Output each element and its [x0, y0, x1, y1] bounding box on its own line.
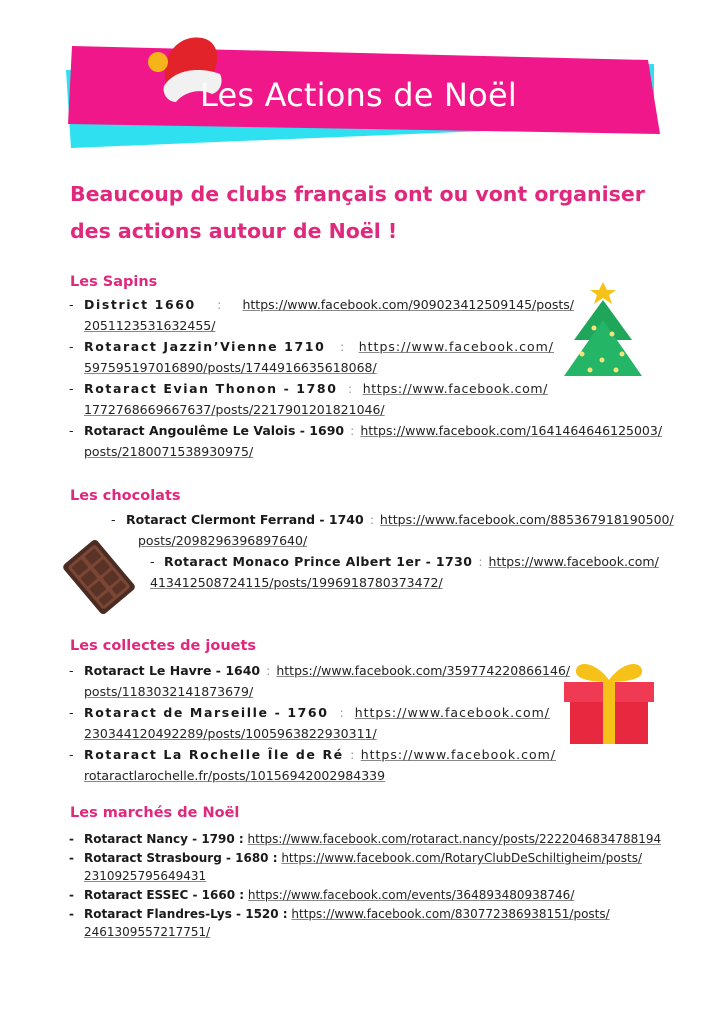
- intro-line-1: Beaucoup de clubs français ont ou vont organiser: [70, 182, 645, 206]
- facebook-link[interactable]: https://www.facebook.com/: [354, 705, 550, 720]
- club-name: Rotaract Le Havre - 1640: [84, 663, 261, 678]
- separator: :: [350, 747, 355, 762]
- facebook-link-continued[interactable]: 413412508724115/posts/1996918780373472/: [150, 575, 443, 590]
- facebook-link-continued[interactable]: 2310925795649431: [84, 869, 207, 883]
- section-title-marches: Les marchés de Noël: [70, 805, 240, 821]
- title-banner: [0, 0, 724, 160]
- bullet-dash: -: [69, 297, 74, 312]
- club-name: Rotaract de Marseille - 1760: [84, 705, 329, 720]
- bullet-dash: -: [69, 339, 74, 354]
- facebook-link[interactable]: https://www.facebook.com/: [488, 554, 659, 569]
- list-item: [69, 420, 663, 462]
- list-item: [69, 702, 550, 744]
- chocolate-bar-icon: [58, 536, 140, 618]
- intro-line-2: des actions autour de Noël !: [70, 219, 398, 243]
- list-item: [69, 294, 574, 336]
- facebook-link[interactable]: https://www.facebook.com/1641464646125003/: [360, 423, 663, 438]
- club-name: Rotaract Strasbourg - 1680 :: [84, 851, 278, 865]
- list-item: [69, 849, 654, 885]
- christmas-tree-icon: [560, 276, 646, 380]
- facebook-link[interactable]: https://www.facebook.com/RotaryClubDeSchiltigheim/posts/: [281, 851, 642, 865]
- club-name: Rotaract Clermont Ferrand - 1740: [126, 512, 364, 527]
- section-title-chocolats: Les chocolats: [70, 488, 181, 504]
- facebook-link-continued[interactable]: posts/2180071538930975/: [84, 444, 254, 459]
- separator: :: [339, 339, 345, 354]
- facebook-link-continued[interactable]: 2051123531632455/: [84, 318, 216, 333]
- club-name: Rotaract Nancy - 1790 :: [84, 832, 244, 846]
- gift-box-icon: [560, 654, 658, 746]
- club-name: Rotaract La Rochelle Île de Ré: [84, 747, 344, 762]
- separator: :: [348, 381, 353, 396]
- separator: :: [339, 705, 344, 720]
- list-item: [69, 829, 662, 850]
- bullet-dash: -: [69, 907, 74, 921]
- separator: :: [478, 554, 483, 569]
- facebook-link-continued[interactable]: 2461309557217751/: [84, 925, 211, 939]
- club-name: District 1660: [84, 297, 196, 312]
- bullet-dash: -: [69, 705, 74, 720]
- facebook-link[interactable]: https://www.facebook.com/830772386938151/posts/: [291, 907, 610, 921]
- facebook-link[interactable]: https://www.facebook.com/359774220866146/: [276, 663, 571, 678]
- facebook-link-continued[interactable]: posts/2098296396897640/: [138, 533, 308, 548]
- bullet-dash: -: [69, 851, 74, 865]
- facebook-link-continued[interactable]: posts/1183032141873679/: [84, 684, 254, 699]
- list-item: [69, 905, 654, 941]
- club-name: Rotaract Jazzin’Vienne 1710: [84, 339, 326, 354]
- club-name: Rotaract Evian Thonon - 1780: [84, 381, 338, 396]
- separator: :: [350, 423, 355, 438]
- list-item: [69, 885, 654, 906]
- separator: :: [217, 297, 222, 312]
- facebook-link-continued[interactable]: 597595197016890/posts/1744916635618068/: [84, 360, 377, 375]
- section-title-sapins: Les Sapins: [70, 274, 158, 290]
- club-name: Rotaract ESSEC - 1660 :: [84, 888, 245, 902]
- list-item: [69, 744, 556, 786]
- separator: :: [369, 512, 374, 527]
- facebook-link[interactable]: https://www.facebook.com/: [358, 339, 554, 354]
- bullet-dash: -: [69, 747, 74, 762]
- facebook-link[interactable]: https://www.facebook.com/: [362, 381, 548, 396]
- list-item: [69, 336, 554, 378]
- facebook-link-continued[interactable]: rotaractlarochelle.fr/posts/10156942002984339: [84, 768, 386, 783]
- intro-text: [70, 176, 670, 250]
- club-name: Rotaract Flandres-Lys - 1520 :: [84, 907, 288, 921]
- facebook-link[interactable]: https://www.facebook.com/events/364893480938746/: [247, 888, 575, 902]
- list-item: [69, 660, 571, 702]
- bullet-dash: -: [69, 888, 74, 902]
- facebook-link-continued[interactable]: 1772768669667637/posts/2217901201821046/: [84, 402, 385, 417]
- list-item: [69, 378, 548, 420]
- facebook-link[interactable]: https://www.facebook.com/885367918190500/: [379, 512, 674, 527]
- bullet-dash: -: [69, 663, 74, 678]
- facebook-link[interactable]: https://www.facebook.com/909023412509145/posts/: [242, 297, 574, 312]
- page-title: Les Actions de Noël: [200, 76, 517, 114]
- section-title-collectes: Les collectes de jouets: [70, 638, 257, 654]
- facebook-link[interactable]: https://www.facebook.com/rotaract.nancy/posts/2222046834788194: [247, 832, 662, 846]
- bullet-dash: -: [69, 832, 74, 846]
- club-name: Rotaract Angoulême Le Valois - 1690: [84, 423, 345, 438]
- club-name: Rotaract Monaco Prince Albert 1er - 1730: [164, 554, 473, 569]
- bullet-dash: -: [69, 423, 74, 438]
- separator: :: [266, 663, 271, 678]
- list-item: [150, 551, 659, 593]
- bullet-dash: -: [111, 512, 116, 527]
- facebook-link-continued[interactable]: 230344120492289/posts/1005963822930311/: [84, 726, 377, 741]
- list-item: [111, 509, 674, 551]
- bullet-dash: -: [150, 554, 155, 569]
- facebook-link[interactable]: https://www.facebook.com/: [360, 747, 556, 762]
- bullet-dash: -: [69, 381, 74, 396]
